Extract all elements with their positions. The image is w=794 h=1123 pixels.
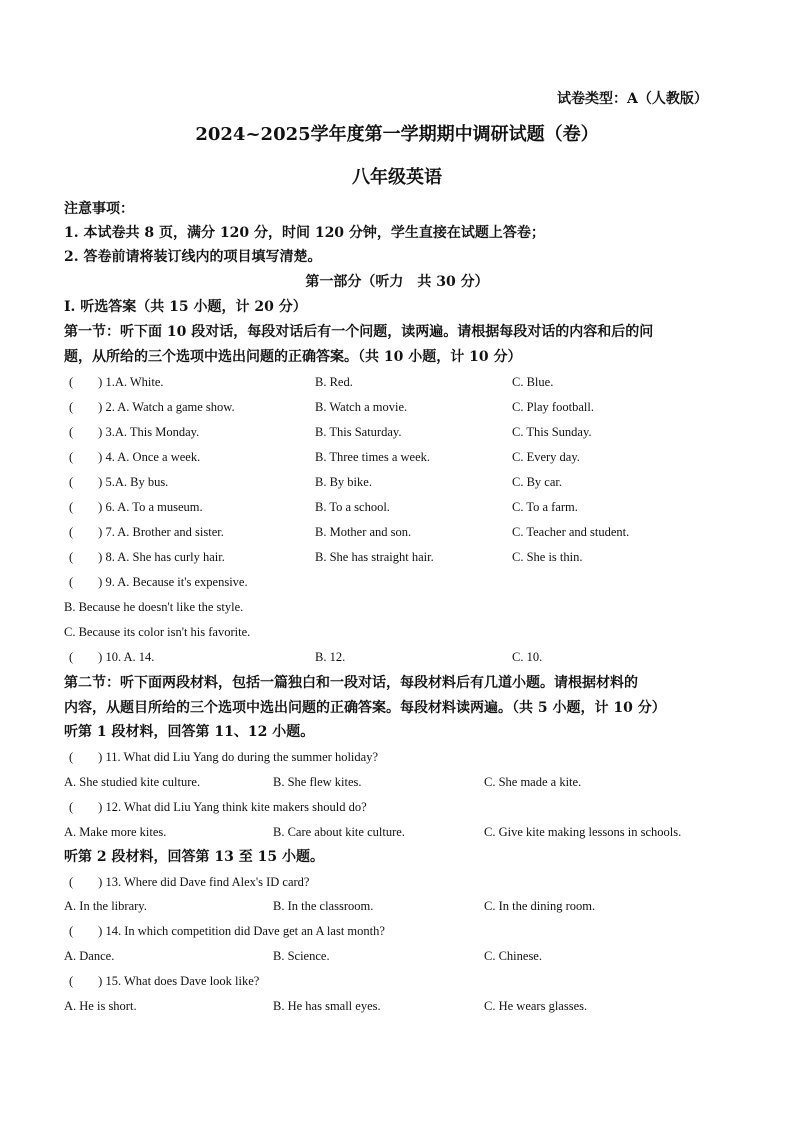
question-4-stem: ( ) 4. A. Once a week.: [69, 450, 201, 464]
question-12-option-b: B. Care about kite culture.: [273, 825, 405, 839]
question-10-stem: ( ) 10. A. 14.: [69, 650, 155, 664]
question-14-option-c: C. Chinese.: [484, 949, 542, 963]
question-4-option-c: C. Every day.: [512, 450, 580, 464]
question-15-stem: ( ) 15. What does Dave look like?: [69, 974, 260, 988]
question-3-option-c: C. This Sunday.: [512, 425, 592, 439]
question-6-option-c: C. To a farm.: [512, 500, 578, 514]
question-15-option-c: C. He wears glasses.: [484, 999, 588, 1013]
question-11-option-a: A. She studied kite culture.: [64, 775, 201, 789]
page-title: 2024~2025学年度第一学期期中调研试题（卷）: [195, 124, 599, 145]
paper-type-label: 试卷类型：A（人教版）: [557, 91, 708, 107]
question-11-option-c: C. She made a kite.: [484, 775, 582, 789]
question-15-option-b: B. He has small eyes.: [273, 999, 381, 1013]
question-6-option-b: B. To a school.: [315, 500, 390, 514]
section-title: Ⅰ. 听选答案（共 15 小题，计 20 分）: [64, 299, 307, 315]
page-subtitle: 八年级英语: [352, 167, 442, 188]
question-5-option-b: B. By bike.: [315, 475, 372, 489]
question-12-option-a: A. Make more kites.: [64, 825, 167, 839]
question-11-option-b: B. She flew kites.: [273, 775, 362, 789]
note-item-2: 2. 答卷前请将装订线内的项目填写清楚。: [64, 249, 322, 265]
question-15-option-a: A. He is short.: [64, 999, 137, 1013]
material-2-heading: 听第 2 段材料，回答第 13 至 15 小题。: [64, 849, 324, 865]
question-6-stem: ( ) 6. A. To a museum.: [69, 500, 203, 514]
question-13-option-b: B. In the classroom.: [273, 899, 374, 913]
section2-instruction-line1: 第二节：听下面两段材料，包括一篇独白和一段对话，每段材料后有几道小题。请根据材料的: [64, 675, 638, 691]
question-3-stem: ( ) 3.A. This Monday.: [69, 425, 200, 439]
question-8-option-b: B. She has straight hair.: [315, 550, 434, 564]
question-7-option-c: C. Teacher and student.: [512, 525, 630, 539]
question-2-option-b: B. Watch a movie.: [315, 400, 408, 414]
question-2-option-c: C. Play football.: [512, 400, 594, 414]
question-10-option-b: B. 12.: [315, 650, 346, 664]
question-14-option-a: A. Dance.: [64, 949, 115, 963]
question-5-option-c: C. By car.: [512, 475, 562, 489]
question-13-option-c: C. In the dining room.: [484, 899, 596, 913]
question-1-stem: ( ) 1.A. White.: [69, 375, 164, 389]
question-8-option-c: C. She is thin.: [512, 550, 583, 564]
section1-instruction-line1: 第一节：听下面 10 段对话，每段对话后有一个问题，读两遍。请根据每段对话的内容和后的问: [64, 324, 654, 340]
question-14-option-b: B. Science.: [273, 949, 330, 963]
question-14-stem: ( ) 14. In which competition did Dave get an A last month?: [69, 924, 385, 938]
question-1-option-b: B. Red.: [315, 375, 353, 389]
question-11-stem: ( ) 11. What did Liu Yang do during the summer holiday?: [69, 750, 378, 764]
note-item-1: 1. 本试卷共 8 页，满分 120 分，时间 120 分钟，学生直接在试题上答卷；: [64, 225, 545, 241]
question-7-stem: ( ) 7. A. Brother and sister.: [69, 525, 224, 539]
section1-instruction-line2: 题，从所给的三个选项中选出问题的正确答案。（共 10 小题，计 10 分）: [64, 349, 522, 365]
question-9-option-c: C. Because its color isn't his favorite.: [64, 625, 251, 639]
question-8-stem: ( ) 8. A. She has curly hair.: [69, 550, 225, 564]
section2-instruction-line2: 内容，从题目所给的三个选项中选出问题的正确答案。每段材料读两遍。（共 5 小题，计 10 分）: [64, 700, 666, 716]
question-7-option-b: B. Mother and son.: [315, 525, 412, 539]
question-13-stem: ( ) 13. Where did Dave find Alex's ID card?: [69, 875, 310, 889]
question-2-stem: ( ) 2. A. Watch a game show.: [69, 400, 235, 414]
question-12-stem: ( ) 12. What did Liu Yang think kite makers should do?: [69, 800, 367, 814]
question-9-option-b: B. Because he doesn't like the style.: [64, 600, 244, 614]
question-12-option-c: C. Give kite making lessons in schools.: [484, 825, 682, 839]
question-13-option-a: A. In the library.: [64, 899, 147, 913]
part1-title: 第一部分（听力 共 30 分）: [305, 274, 489, 290]
question-3-option-b: B. This Saturday.: [315, 425, 402, 439]
question-1-option-c: C. Blue.: [512, 375, 554, 389]
question-9-stem: ( ) 9. A. Because it's expensive.: [69, 575, 248, 589]
question-4-option-b: B. Three times a week.: [315, 450, 431, 464]
material-1-heading: 听第 1 段材料，回答第 11、12 小题。: [64, 724, 315, 740]
question-5-stem: ( ) 5.A. By bus.: [69, 475, 169, 489]
question-10-option-c: C. 10.: [512, 650, 543, 664]
notes-heading: 注意事项：: [64, 201, 134, 217]
